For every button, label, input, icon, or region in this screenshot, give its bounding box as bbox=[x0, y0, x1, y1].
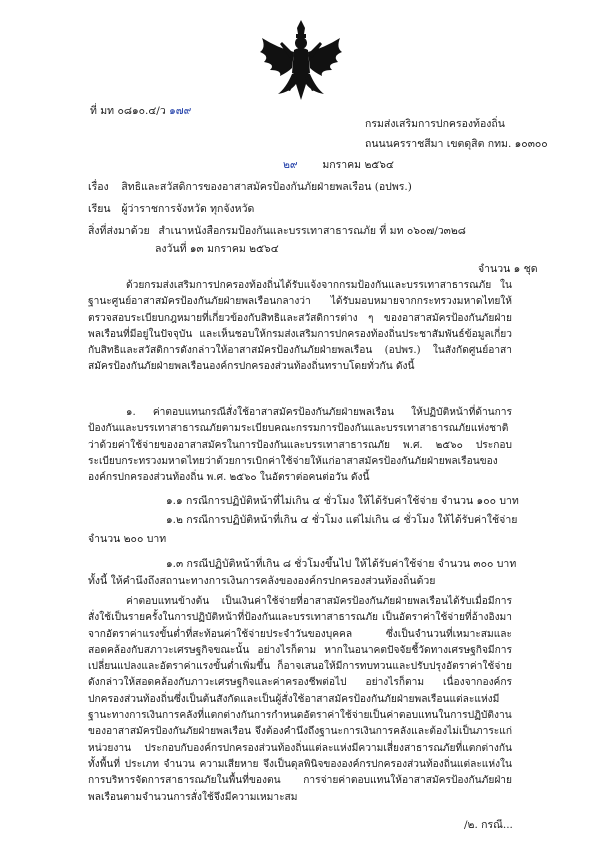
document-number-handwritten: ๑๗๙ bbox=[169, 105, 192, 117]
enclosure-line bbox=[88, 224, 466, 238]
agency-name: กรมส่งเสริมการปกครองท้องถิ่น bbox=[365, 118, 505, 130]
intro-text: ด้วยกรมส่งเสริมการปกครองท้องถิ่นได้รับแจ้งจากกรมป้องกันและบรรเทาสาธารณภัย ในฐานะศูนย์อาสาสมัครป้องกันภัยฝ่ายพลเรือนกลางว่า ได้รับมอบหมายจากกระทรวงมหาดไทยให้ตรวจสอบระเบียบกฎหมายที่เกี่ยวข้องกับสิทธิและสวัสดิการต่าง ๆ ของอาสาสมัครป้องกันภัยฝ่ายพลเรือนที่มีอยู่ในปัจจุบัน และเห็นชอบให้กรมส่งเสริมการปกครองท้องถิ่นประชาสัมพันธ์ข้อมูลเกี่ยวกับสิทธิและสวัสดิการดังกล่าวให้อาสาสมัครป้องกันภัยฝ่ายพลเรือน (อปพร.) ในสังกัดศูนย์อาสาสมัครป้องกันภัยฝ่ายพลเรือนองค์กรปกครองส่วนท้องถิ่นทราบโดยทั่วกัน ดังนี้ bbox=[88, 280, 512, 373]
date-day-handwritten: ๒๙ bbox=[283, 159, 298, 171]
item-1-paragraph bbox=[88, 405, 512, 486]
enclosure-label: สิ่งที่ส่งมาด้วย bbox=[88, 225, 150, 237]
item-1-2-line-a: ๑.๒ กรณีการปฏิบัติหน้าที่เกิน ๔ ชั่วโมง แต่ไม่เกิน ๘ ชั่วโมง ให้ได้รับค่าใช้จ่าย bbox=[166, 514, 518, 526]
agency-address: ถนนนครราชสีมา เขตดุสิต กทม. ๑๐๓๐๐ bbox=[365, 138, 548, 150]
item-1-3-line-a: ๑.๓ กรณีปฏิบัติหน้าที่เกิน ๘ ชั่วโมงขึ้นไป ให้ได้รับค่าใช้จ่าย จำนวน ๓๐๐ บาท bbox=[166, 558, 517, 570]
document-date bbox=[283, 158, 394, 172]
enclosure-text: สำเนาหนังสือกรมป้องกันและบรรเทาสาธารณภัย ที่ มท ๐๖๐๗/ว๓๒๘ bbox=[158, 225, 466, 237]
item-1-2-line-b: จำนวน ๒๐๐ บาท bbox=[88, 533, 167, 545]
continuation-marker: /๒. กรณี... bbox=[464, 819, 513, 831]
addressee-line bbox=[88, 202, 254, 216]
intro-paragraph bbox=[88, 278, 512, 376]
addressee-text: ผู้ว่าราชการจังหวัด ทุกจังหวัด bbox=[121, 203, 255, 215]
document-number-prefix: ที่ มท ๐๘๑๐.๔/ว bbox=[90, 105, 166, 117]
closing-text: ค่าตอบแทนข้างต้น เป็นเงินค่าใช้จ่ายที่อาสาสมัครป้องกันภัยฝ่ายพลเรือนได้รับเมื่อมีการสั่งใช้เป็นรายครั้งในการปฏิบัติหน้าที่ป้องกันและบรรเทาสาธารณภัย เป็นอัตราค่าใช้จ่ายที่อ้างอิงมาจากอัตราค่าแรงขั้นต่ำที่สะท้อนค่าใช้จ่ายประจำวันของบุคคล ซึ่งเป็นจำนวนที่เหมาะสมและสอดคล้องกับสภาวะเศรษฐกิจขณะนั้น อย่างไรก็ตาม หากในอนาคตปัจจัยชี้วัดทางเศรษฐกิจมีการเปลี่ยนแปลงและอัตราค่าแรงขั้นต่ำเพิ่มขึ้น ก็อาจเสนอให้มีการทบทวนและปรับปรุงอัตราค่าใช้จ่ายดังกล่าวให้สอดคล้องกับภาวะเศรษฐกิจและค่าครองชีพต่อไป อย่างไรก็ตาม เนื่องจากองค์กรปกครองส่วนท้องถิ่นซึ่งเป็นต้นสังกัดและเป็นผู้สั่งใช้อาสาสมัครป้องกันภัยฝ่ายพลเรือนแต่ละแห่งมีฐานะทางการเงินการคลังที่แตกต่างกันการกำหนดอัตราค่าใช้จ่ายเป็นค่าตอบแทนในการปฏิบัติงานของอาสาสมัครป้องกันภัยฝ่ายพลเรือน จึงต้องคำนึงถึงฐานะการเงินการคลังและต้องไม่เป็นภาระแก่หน่วยงาน ประกอบกับองค์กรปกครองส่วนท้องถิ่นแต่ละแห่งมีความเสี่ยงสาธารณภัยที่แตกต่างกัน ทั้งพื้นที่ ประเภท จำนวน ความเสียหาย จึงเป็นดุลพินิจขององค์กรปกครองส่วนท้องถิ่นแต่ละแห่งในการบริหารจัดการสาธารณภัยในพื้นที่ของตน การจ่ายค่าตอบแทนให้อาสาสมัครป้องกันภัยฝ่ายพลเรือนตามจำนวนการสั่งใช้จึงมีความเหมาะสม bbox=[88, 596, 512, 803]
enclosure-date: ลงวันที่ ๑๓ มกราคม ๒๕๖๔ bbox=[155, 243, 279, 255]
addressee-label: เรียน bbox=[88, 203, 111, 215]
document-number bbox=[90, 104, 191, 118]
subject-text: สิทธิและสวัสดิการของอาสาสมัครป้องกันภัยฝ่ายพลเรือน (อปพร.) bbox=[121, 181, 412, 193]
subject-label: เรื่อง bbox=[88, 181, 109, 193]
item-1-1: ๑.๑ กรณีการปฏิบัติหน้าที่ไม่เกิน ๔ ชั่วโมง ให้ได้รับค่าใช้จ่าย จำนวน ๑๐๐ บาท bbox=[166, 495, 519, 507]
subject-line bbox=[88, 180, 412, 194]
item-1-text: ๑. ค่าตอบแทนกรณีสั่งใช้อาสาสมัครป้องกันภัยฝ่ายพลเรือน ให้ปฏิบัติหน้าที่ด้านการป้องกันและบรรเทาสาธารณภัยตามระเบียบคณะกรรมการป้องกันและบรรเทาสาธารณภัยแห่งชาติ ว่าด้วยค่าใช้จ่ายของอาสาสมัครในการป้องกันและบรรเทาสาธารณภัย พ.ศ. ๒๕๖๐ ประกอบระเบียบกระทรวงมหาดไทยว่าด้วยการเบิกค่าใช้จ่ายให้แก่อาสาสมัครป้องกันภัยฝ่ายพลเรือนขององค์กรปกครองส่วนท้องถิ่น พ.ศ. ๒๕๖๐ ในอัตราต่อคนต่อวัน ดังนี้ bbox=[88, 407, 512, 484]
date-month-year: มกราคม ๒๕๖๔ bbox=[322, 159, 394, 171]
garuda-emblem-icon bbox=[256, 18, 346, 106]
item-1-3-line-b: ทั้งนี้ ให้คำนึงถึงสถานะทางการเงินการคลังขององค์กรปกครองส่วนท้องถิ่นด้วย bbox=[88, 575, 436, 587]
enclosure-quantity: จำนวน ๑ ชุด bbox=[478, 263, 538, 275]
closing-paragraph bbox=[88, 594, 512, 806]
